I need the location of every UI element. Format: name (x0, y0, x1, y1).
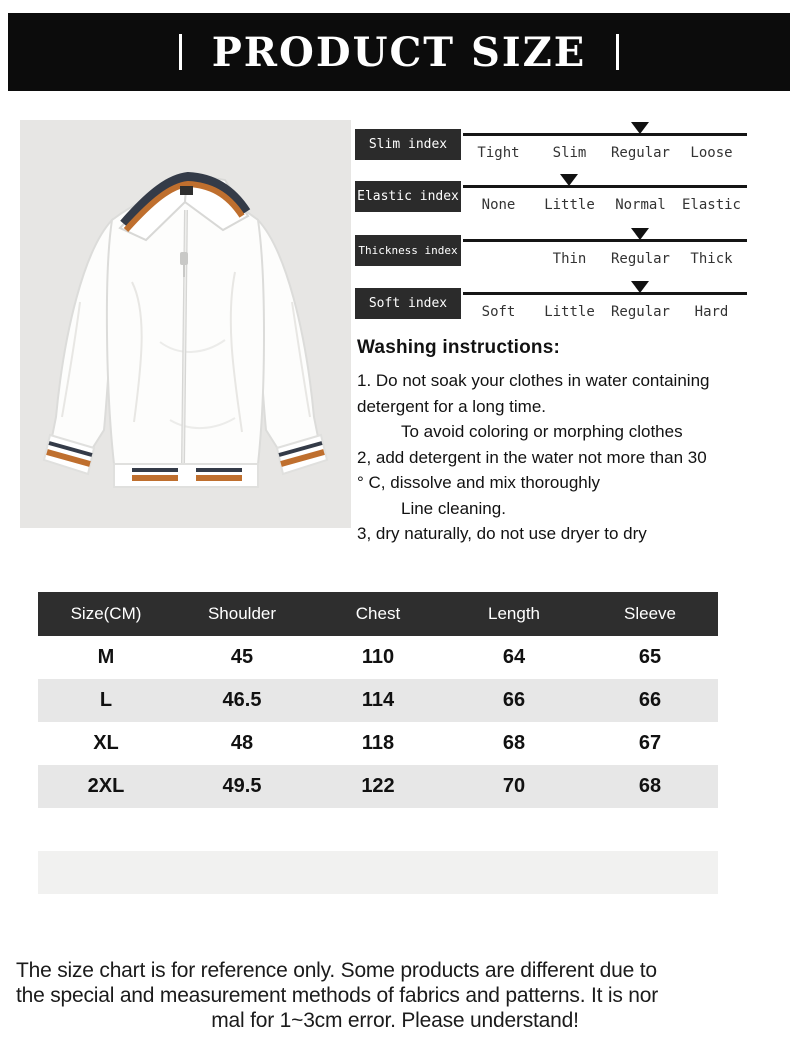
index-option: Regular (610, 304, 670, 320)
table-cell: 66 (502, 689, 526, 711)
index-option: Thin (552, 251, 587, 267)
table-cell: 64 (502, 646, 526, 668)
column-header: Size(CM) (70, 604, 142, 623)
washing-line: To avoid coloring or morphing clothes (401, 422, 683, 441)
index-label-soft: Soft index (355, 288, 461, 319)
index-scale-line (463, 292, 747, 295)
jacket-illustration (20, 120, 351, 528)
index-option: Regular (610, 251, 670, 267)
table-cell: 2XL (87, 775, 125, 797)
index-option: Loose (690, 145, 733, 161)
index-row-thickness (355, 235, 747, 281)
table-cell: L (99, 689, 113, 711)
index-option: Hard (694, 304, 729, 320)
index-option: Little (544, 197, 595, 213)
table-cell: 70 (502, 775, 526, 797)
index-scale-line (463, 239, 747, 242)
washing-line: detergent for a long time. (357, 396, 547, 416)
index-option: Regular (610, 145, 670, 161)
page-title: PRODUCT SIZE (211, 28, 587, 76)
table-row (38, 679, 718, 722)
column-header: Length (488, 604, 540, 623)
index-option: Slim (552, 145, 587, 161)
table-cell: 48 (230, 732, 254, 754)
washing-line: 3, dry naturally, do not use dryer to dry (357, 524, 647, 543)
index-option: Thick (690, 251, 733, 267)
triangle-marker-icon (631, 122, 649, 134)
table-cell: XL (93, 732, 119, 754)
index-label-elastic: Elastic index (355, 181, 461, 212)
disclaimer-line: the special and measurement methods of fabrics and patterns. It is nor (16, 984, 659, 1007)
header-bar (8, 13, 790, 91)
column-header: Shoulder (207, 604, 277, 623)
washing-instructions (357, 337, 761, 547)
index-options-soft (463, 304, 747, 320)
disclaimer (16, 958, 774, 1033)
index-label-thickness: Thickness index (355, 235, 461, 266)
index-row-soft (355, 288, 747, 334)
washing-heading: Washing instructions: (357, 337, 560, 358)
index-scale-line (463, 185, 747, 188)
washing-line: 2, add detergent in the water not more than 30 (357, 447, 707, 467)
table-row (38, 765, 718, 808)
title-divider-right (616, 34, 619, 70)
size-table-header (38, 592, 718, 636)
index-row-elastic (355, 181, 747, 227)
table-cell: M (97, 646, 115, 668)
product-photo (20, 120, 351, 528)
table-row (38, 722, 718, 765)
index-options-slim (463, 145, 747, 161)
triangle-marker-icon (631, 228, 649, 240)
table-cell: 68 (638, 775, 662, 797)
table-cell: 46.5 (222, 689, 262, 711)
triangle-marker-icon (631, 281, 649, 293)
index-scale-line (463, 133, 747, 136)
table-cell: 45 (230, 646, 254, 668)
table-cell: 68 (502, 732, 526, 754)
washing-line: Line cleaning. (401, 498, 506, 518)
index-option: Soft (481, 304, 516, 320)
table-cell: 118 (361, 732, 395, 754)
index-row-slim (355, 129, 747, 175)
column-header: Chest (355, 604, 401, 623)
index-options-thickness (463, 251, 747, 267)
column-header: Sleeve (624, 604, 676, 623)
index-option: Normal (615, 197, 666, 213)
washing-line: 1. Do not soak your clothes in water containing (357, 371, 710, 390)
table-cell: 114 (361, 689, 395, 711)
index-option: None (481, 197, 516, 213)
table-cell: 49.5 (222, 775, 262, 797)
title-divider-left (179, 34, 182, 70)
table-cell: 110 (361, 646, 395, 668)
disclaimer-line: mal for 1~3cm error. Please understand! (211, 1009, 579, 1032)
size-tag (180, 186, 193, 195)
index-option (463, 251, 534, 267)
triangle-marker-icon (560, 174, 578, 186)
table-row-empty (38, 808, 718, 851)
index-option: Little (544, 304, 595, 320)
table-cell: 66 (638, 689, 662, 711)
disclaimer-line: The size chart is for reference only. Some products are different due to (16, 959, 657, 982)
table-row (38, 636, 718, 679)
size-table (38, 592, 718, 894)
index-option: Tight (477, 145, 520, 161)
table-cell: 67 (638, 732, 662, 754)
index-label-slim: Slim index (355, 129, 461, 160)
index-option: Elastic (681, 197, 741, 213)
washing-line: ° C, dissolve and mix thoroughly (357, 473, 601, 492)
index-options-elastic (463, 197, 747, 213)
table-row-empty (38, 851, 718, 894)
table-cell: 122 (361, 775, 395, 797)
table-cell: 65 (638, 646, 662, 668)
